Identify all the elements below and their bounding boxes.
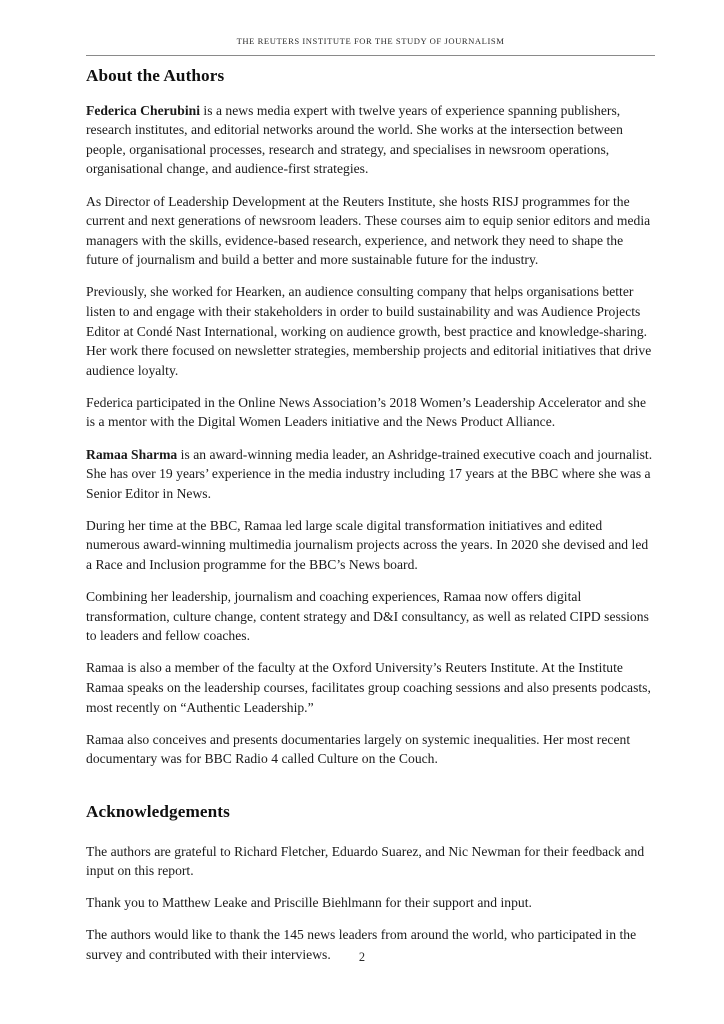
paragraph bbox=[86, 282, 655, 380]
paragraph bbox=[86, 730, 655, 769]
paragraph-text: Combining her leadership, journalism and coaching experiences, Ramaa now offers digital transformation, culture change, content strategy and D&I consultancy, as well as related CIPD sessions to leaders and fellow coaches. bbox=[86, 589, 649, 644]
paragraph-text: is an award-winning media leader, an Ashridge-trained executive coach and journalist. She has over 19 years’ experience in the media industry including 17 years at the BBC where she was a Senior Editor in News. bbox=[86, 446, 653, 501]
header-rule-divider bbox=[86, 55, 655, 56]
page-number: 2 bbox=[358, 950, 366, 964]
paragraph bbox=[86, 842, 655, 881]
paragraph bbox=[86, 192, 655, 270]
paragraph-text: is a news media expert with twelve years of experience spanning publishers, research institutes, and editorial networks around the world. She works at the intersection between people, organisational processes, research and strategy, and specialises in newsroom operations, organisational change, and audience-first strategies. bbox=[86, 102, 623, 177]
paragraph-text: Ramaa is also a member of the faculty at the Oxford University’s Reuters Institute. At the Institute Ramaa speaks on the leadership courses, facilitates group coaching sessions and also presents podcasts, most recently on “Authentic Leadership.” bbox=[86, 660, 651, 715]
paragraph bbox=[86, 101, 655, 179]
paragraph-text: As Director of Leadership Development at the Reuters Institute, she hosts RISJ programmes for the current and next generations of newsroom leaders. These courses aim to equip senior editors and media managers with the skills, evidence-based research, experience, and network they need to shape the future of journalism and build a better and more sustainable future for the industry. bbox=[86, 193, 651, 268]
paragraph bbox=[86, 445, 655, 504]
page-title: About the Authors bbox=[86, 66, 225, 85]
section-acknowledgements bbox=[86, 802, 655, 965]
paragraph-text: Previously, she worked for Hearken, an audience consulting company that helps organisations better listen to and engage with their stakeholders in order to build sustainability and was Audience Projects Editor at Condé Nast International, working on audience growth, best practice and knowledge-sharing. Her work there focused on newsletter strategies, membership projects and editorial initiatives that drive audience loyalty. bbox=[86, 284, 652, 378]
author-name-ramaa: Ramaa Sharma bbox=[86, 446, 178, 462]
section-about-the-authors bbox=[86, 66, 655, 769]
page-content bbox=[86, 66, 655, 964]
paragraph bbox=[86, 516, 655, 575]
paragraph-text: Thank you to Matthew Leake and Priscille Biehlmann for their support and input. bbox=[86, 895, 532, 911]
paragraph-text: Federica participated in the Online News Association’s 2018 Women’s Leadership Accelerator and she is a mentor with the Digital Women Leaders initiative and the News Product Alliance. bbox=[86, 394, 647, 430]
paragraph bbox=[86, 393, 655, 432]
acknowledgements-title: Acknowledgements bbox=[86, 801, 230, 821]
paragraph bbox=[86, 587, 655, 646]
paragraph-text: The authors are grateful to Richard Fletcher, Eduardo Suarez, and Nic Newman for their feedback and input on this report. bbox=[86, 843, 645, 879]
paragraph-text: Ramaa also conceives and presents documentaries largely on systemic inequalities. Her most recent documentary was for BBC Radio 4 called Culture on the Couch. bbox=[86, 731, 631, 767]
paragraph-text: During her time at the BBC, Ramaa led large scale digital transformation initiatives and edited numerous award-winning multimedia journalism projects across the years. In 2020 she devised and led a Race and Inclusion programme for the BBC’s News board. bbox=[86, 517, 649, 573]
section-spacer bbox=[86, 769, 655, 802]
paragraph bbox=[86, 893, 655, 913]
paragraph bbox=[86, 658, 655, 717]
running-header: THE REUTERS INSTITUTE FOR THE STUDY OF JOURNALISM bbox=[236, 36, 505, 46]
paragraph-text: The authors would like to thank the 145 news leaders from around the world, who participated in the survey and contributed with their interviews. bbox=[86, 927, 637, 962]
author-name-federica: Federica Cherubini bbox=[86, 102, 201, 118]
